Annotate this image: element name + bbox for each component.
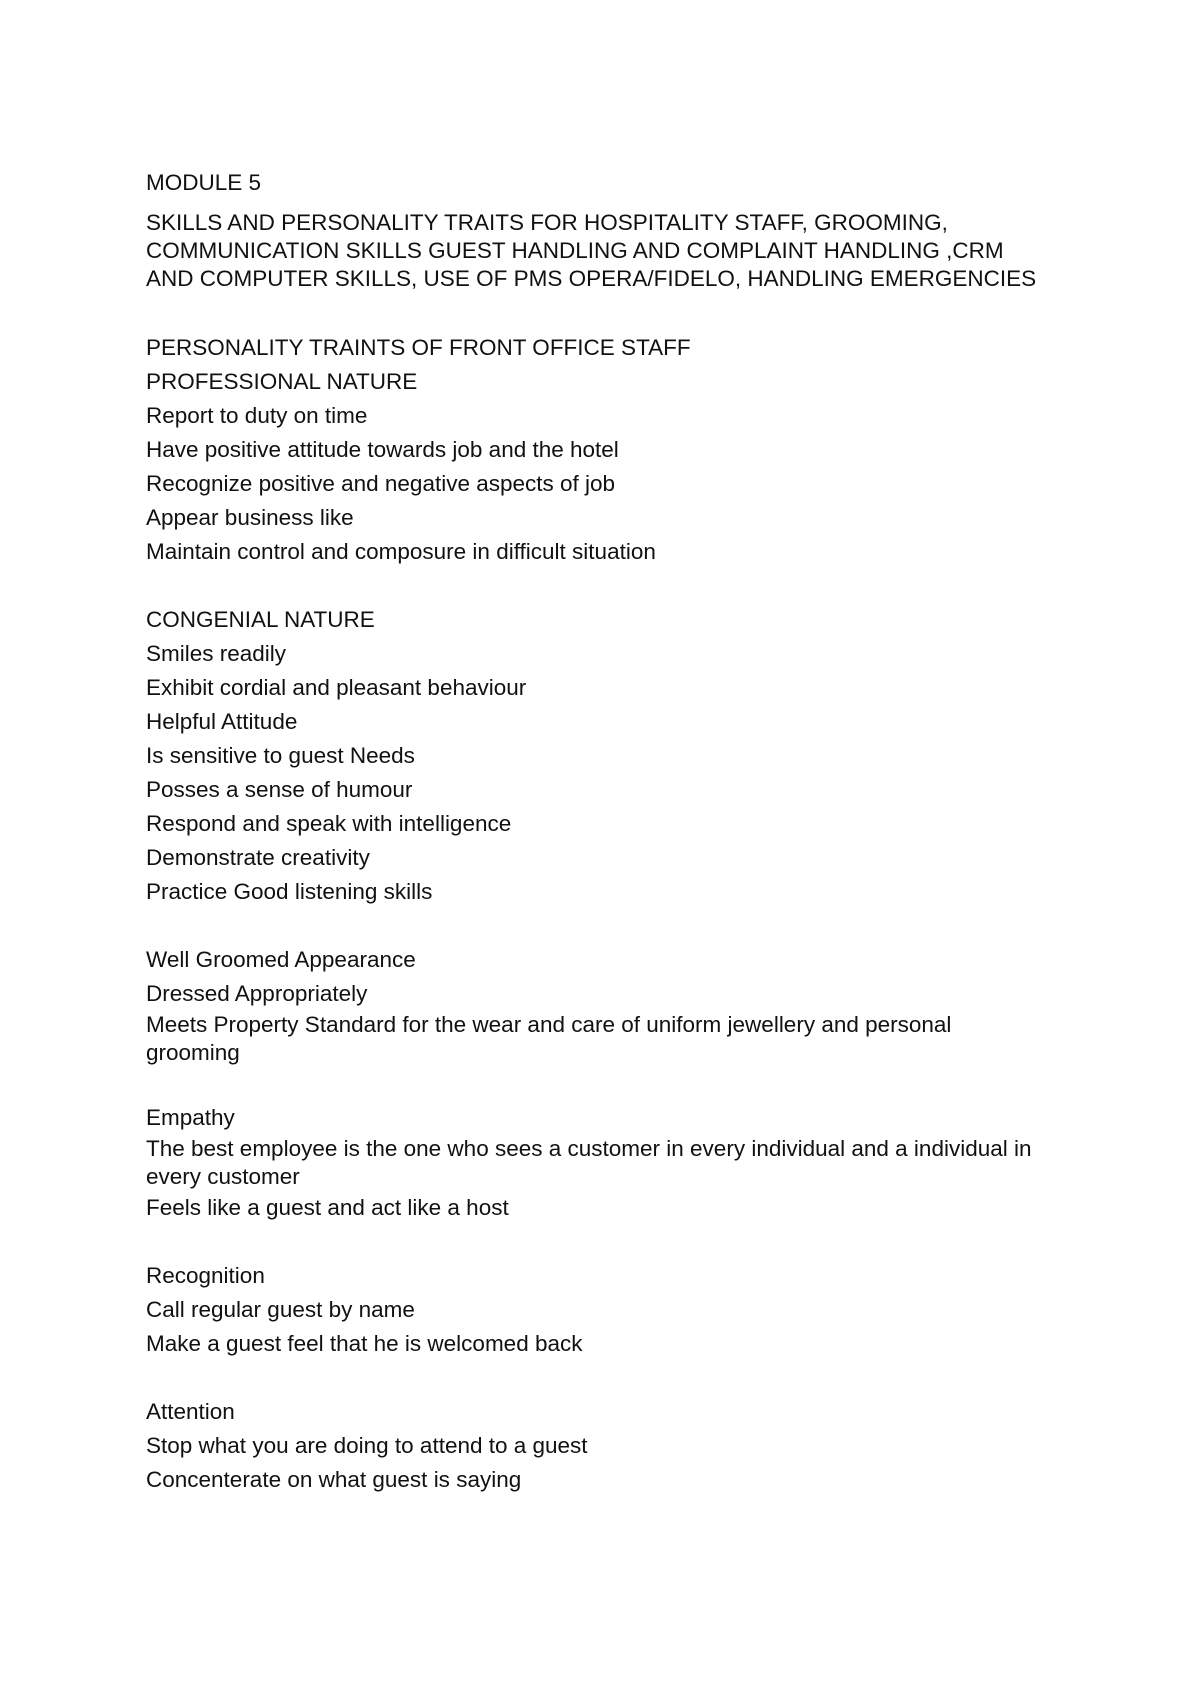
section-heading: Recognition	[146, 1263, 265, 1288]
list-item: Posses a sense of humour	[146, 777, 413, 802]
list-item: Have positive attitude towards job and the hotel	[146, 437, 619, 462]
list-item: Helpful Attitude	[146, 709, 298, 734]
list-item: Call regular guest by name	[146, 1297, 415, 1322]
module-title: MODULE 5	[146, 170, 262, 195]
topic-heading: SKILLS AND PERSONALITY TRAITS FOR HOSPITALITY STAFF, GROOMING, COMMUNICATION SKILLS GUEST HANDLING AND COMPLAINT HANDLING ,CRM AND COMPUTER SKILLS, USE OF PMS OPERA/FIDELO, HANDLING EMERGENCIES	[146, 210, 1037, 291]
section-heading: Attention	[146, 1399, 235, 1424]
list-item: Maintain control and composure in difficult situation	[146, 539, 656, 564]
list-item: Concenterate on what guest is saying	[146, 1467, 522, 1492]
list-item: Report to duty on time	[146, 403, 368, 428]
section-title: PERSONALITY TRAINTS OF FRONT OFFICE STAFF	[146, 335, 691, 360]
list-item: Exhibit cordial and pleasant behaviour	[146, 675, 527, 700]
document-page	[146, 166, 1046, 1497]
list-item: Smiles readily	[146, 641, 287, 666]
list-item: Demonstrate creativity	[146, 845, 370, 870]
list-item: Feels like a guest and act like a host	[146, 1195, 509, 1220]
list-item: Recognize positive and negative aspects of job	[146, 471, 616, 496]
section-recognition	[146, 1259, 1046, 1361]
list-item: Is sensitive to guest Needs	[146, 743, 415, 768]
list-item: Stop what you are doing to attend to a guest	[146, 1433, 588, 1458]
list-item: Practice Good listening skills	[146, 879, 433, 904]
section-heading: Empathy	[146, 1105, 235, 1130]
list-item: The best employee is the one who sees a customer in every individual and a individual in every customer	[146, 1136, 1032, 1189]
list-item: Meets Property Standard for the wear and care of uniform jewellery and personal grooming	[146, 1012, 952, 1065]
list-item: Respond and speak with intelligence	[146, 811, 512, 836]
section-professional-nature	[146, 365, 1046, 569]
list-item: Dressed Appropriately	[146, 981, 368, 1006]
list-item: Appear business like	[146, 505, 354, 530]
section-empathy	[146, 1101, 1046, 1225]
section-congenial-nature	[146, 603, 1046, 909]
section-attention	[146, 1395, 1046, 1497]
section-heading: PROFESSIONAL NATURE	[146, 369, 418, 394]
list-item: Make a guest feel that he is welcomed back	[146, 1331, 583, 1356]
section-well-groomed-appearance	[146, 943, 1046, 1067]
section-heading: CONGENIAL NATURE	[146, 607, 375, 632]
section-heading: Well Groomed Appearance	[146, 947, 416, 972]
